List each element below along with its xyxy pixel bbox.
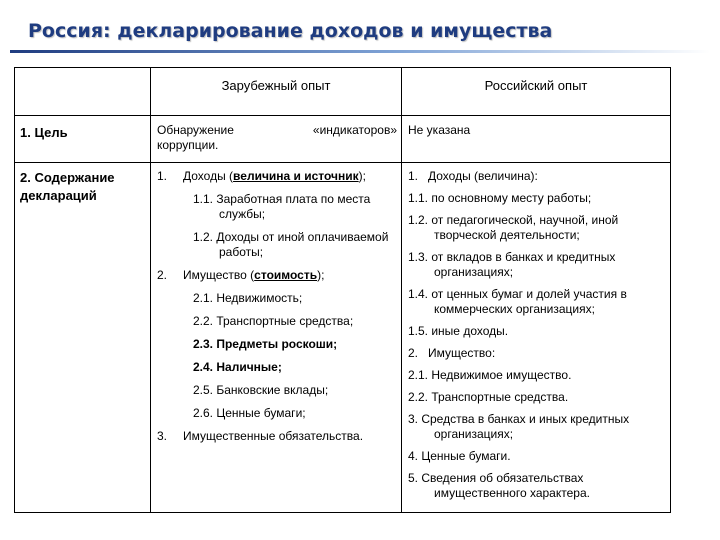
row-goal-russian: Не указана <box>402 116 671 163</box>
title-underline <box>10 50 710 53</box>
header-empty <box>15 68 151 116</box>
foreign-sub-2-5: 2.5. Банковские вклады; <box>193 383 329 397</box>
russian-sub-1-5: 1.5. иные доходы. <box>408 324 509 338</box>
row-goal-foreign <box>151 116 402 163</box>
header-row <box>15 68 671 116</box>
russian-item-3: 3. Средства в банках и иных кредитных организациях; <box>408 412 630 441</box>
russian-sub-1-3: 1.3. от вкладов в банках и кредитных организациях; <box>408 250 616 279</box>
goal-foreign-word3: коррупции. <box>157 138 219 152</box>
header-russian: Российский опыт <box>402 68 671 116</box>
russian-sub-2-1: 2.1. Недвижимое имущество. <box>408 368 572 382</box>
foreign-sub-2-6: 2.6. Ценные бумаги; <box>193 406 306 420</box>
foreign-sub-2-3: 2.3. Предметы роскоши; <box>193 337 338 351</box>
row-content-russian <box>402 163 671 513</box>
foreign-item-3: 3. Имущественные обязательства. <box>157 429 364 443</box>
header-foreign: Зарубежный опыт <box>151 68 402 116</box>
row-content <box>15 163 671 513</box>
russian-sub-1-4: 1.4. от ценных бумаг и долей участия в коммерческих организациях; <box>408 287 627 316</box>
foreign-item-1: 1. Доходы (величина и источник); <box>157 169 366 183</box>
russian-sub-1-2: 1.2. от педагогической, научной, иной творческой деятельности; <box>408 213 619 242</box>
slide-title: Россия: декларирование доходов и имущества <box>28 20 553 42</box>
russian-item-4: 4. Ценные бумаги. <box>408 449 511 463</box>
row-goal-label: 1. Цель <box>15 116 151 163</box>
row-goal <box>15 116 671 163</box>
foreign-sub-2-1: 2.1. Недвижимость; <box>193 291 303 305</box>
russian-sub-1-1: 1.1. по основному месту работы; <box>408 191 592 205</box>
foreign-sub-2-4: 2.4. Наличные; <box>193 360 282 374</box>
row-content-label: 2. Содержание деклараций <box>15 163 151 513</box>
russian-item-1: 1. Доходы (величина): <box>408 169 538 183</box>
comparison-table <box>14 67 671 513</box>
russian-sub-2-2: 2.2. Транспортные средства. <box>408 390 569 404</box>
row-content-foreign <box>151 163 402 513</box>
foreign-sub-1-1: 1.1. Заработная плата по места службы; <box>193 192 371 221</box>
russian-item-2: 2. Имущество: <box>408 346 496 360</box>
goal-foreign-word1: Обнаружение <box>157 123 234 137</box>
russian-item-5: 5. Сведения об обязательствах имущественного характера. <box>408 471 590 500</box>
foreign-item-2: 2. Имущество (стоимость); <box>157 268 325 282</box>
goal-foreign-word2: «индикаторов» <box>312 123 397 137</box>
foreign-sub-1-2: 1.2. Доходы от иной оплачиваемой работы; <box>193 230 389 259</box>
foreign-sub-2-2: 2.2. Транспортные средства; <box>193 314 354 328</box>
